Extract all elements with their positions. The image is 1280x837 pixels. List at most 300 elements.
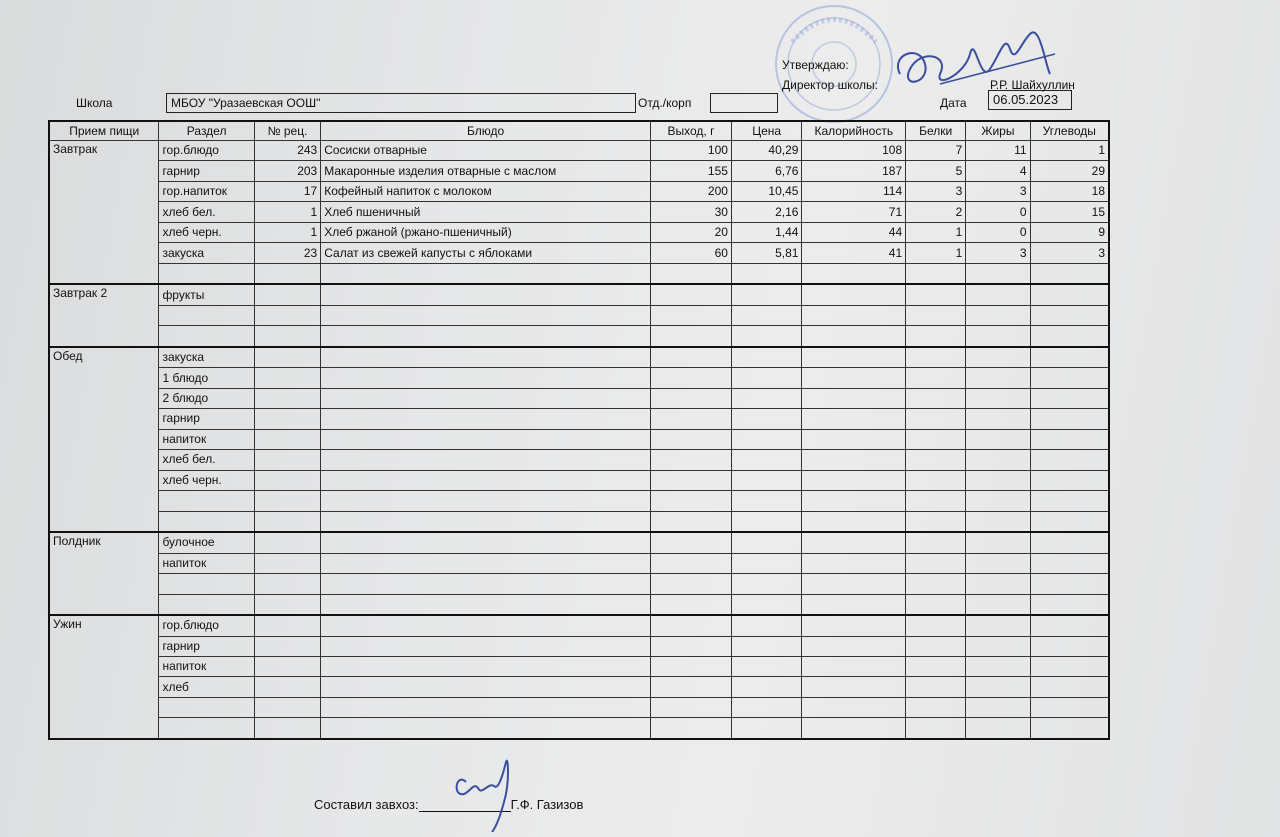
- cell-section: хлеб: [159, 677, 254, 697]
- cell-price: [731, 718, 802, 739]
- cell-recipe: [254, 636, 320, 656]
- cell-dish: [321, 388, 651, 408]
- table-row: [49, 615, 1109, 636]
- cell-kcal: 41: [802, 243, 906, 263]
- cell-dish: [321, 532, 651, 553]
- cell-section: [159, 263, 254, 284]
- cell-recipe: [254, 511, 320, 532]
- cell-protein: [906, 368, 966, 388]
- date-label: Дата: [940, 96, 967, 110]
- cell-price: [731, 450, 802, 470]
- school-label: Школа: [76, 96, 113, 110]
- cell-price: [731, 326, 802, 347]
- cell-fat: [966, 553, 1030, 573]
- cell-yield: [651, 368, 732, 388]
- cell-price: 5,81: [731, 243, 802, 263]
- cell-carbs: [1030, 532, 1109, 553]
- cell-recipe: 203: [254, 161, 320, 181]
- cell-recipe: 1: [254, 202, 320, 222]
- cell-kcal: 108: [802, 141, 906, 161]
- cell-recipe: [254, 615, 320, 636]
- cell-recipe: [254, 409, 320, 429]
- cell-fat: [966, 429, 1030, 449]
- cell-yield: 30: [651, 202, 732, 222]
- cell-section: гор.напиток: [159, 181, 254, 201]
- cell-yield: [651, 532, 732, 553]
- cell-section: гарнир: [159, 161, 254, 181]
- table-row: [49, 263, 1109, 284]
- cell-price: [731, 347, 802, 368]
- cell-section: булочное: [159, 532, 254, 553]
- cell-section: напиток: [159, 656, 254, 676]
- cell-kcal: [802, 326, 906, 347]
- cell-yield: 155: [651, 161, 732, 181]
- cell-recipe: [254, 491, 320, 511]
- cell-protein: [906, 347, 966, 368]
- cell-section: [159, 697, 254, 717]
- cell-yield: [651, 594, 732, 615]
- dept-label: Отд./корп: [638, 96, 692, 110]
- cell-fat: [966, 326, 1030, 347]
- cell-kcal: [802, 677, 906, 697]
- cell-yield: [651, 284, 732, 305]
- cell-yield: [651, 574, 732, 594]
- cell-fat: 3: [966, 243, 1030, 263]
- cell-carbs: [1030, 368, 1109, 388]
- cell-protein: [906, 263, 966, 284]
- cell-price: 1,44: [731, 222, 802, 242]
- table-row: [49, 368, 1109, 388]
- cell-carbs: [1030, 326, 1109, 347]
- cell-section: хлеб черн.: [159, 222, 254, 242]
- cell-protein: [906, 470, 966, 490]
- cell-price: [731, 656, 802, 676]
- cell-yield: 100: [651, 141, 732, 161]
- table-row: [49, 141, 1109, 161]
- cell-dish: [321, 347, 651, 368]
- cell-recipe: [254, 677, 320, 697]
- cell-protein: [906, 388, 966, 408]
- cell-recipe: [254, 347, 320, 368]
- cell-fat: 0: [966, 202, 1030, 222]
- table-row: [49, 636, 1109, 656]
- cell-kcal: 114: [802, 181, 906, 201]
- cell-recipe: [254, 574, 320, 594]
- cell-kcal: [802, 511, 906, 532]
- footer-label: Составил завхоз:: [314, 797, 419, 812]
- cell-fat: [966, 409, 1030, 429]
- column-header: Цена: [731, 121, 802, 141]
- meal-name: Завтрак 2: [49, 284, 159, 346]
- cell-kcal: [802, 656, 906, 676]
- table-row: [49, 470, 1109, 490]
- cell-carbs: [1030, 470, 1109, 490]
- cell-protein: [906, 718, 966, 739]
- cell-recipe: [254, 697, 320, 717]
- cell-yield: [651, 677, 732, 697]
- cell-kcal: [802, 553, 906, 573]
- cell-dish: [321, 263, 651, 284]
- cell-dish: [321, 368, 651, 388]
- cell-fat: 3: [966, 181, 1030, 201]
- cell-price: 6,76: [731, 161, 802, 181]
- table-header-row: [49, 121, 1109, 141]
- cell-protein: 1: [906, 222, 966, 242]
- cell-protein: [906, 636, 966, 656]
- cell-carbs: [1030, 656, 1109, 676]
- column-header: Жиры: [966, 121, 1030, 141]
- cell-price: 2,16: [731, 202, 802, 222]
- cell-fat: [966, 347, 1030, 368]
- cell-kcal: [802, 409, 906, 429]
- cell-recipe: 1: [254, 222, 320, 242]
- cell-price: [731, 636, 802, 656]
- cell-carbs: 18: [1030, 181, 1109, 201]
- cell-section: напиток: [159, 429, 254, 449]
- dept-field[interactable]: [710, 93, 778, 113]
- storekeeper-signature-icon: [448, 752, 528, 832]
- cell-protein: [906, 553, 966, 573]
- cell-kcal: 187: [802, 161, 906, 181]
- cell-carbs: [1030, 553, 1109, 573]
- cell-carbs: [1030, 305, 1109, 325]
- cell-fat: [966, 388, 1030, 408]
- table-row: [49, 656, 1109, 676]
- cell-carbs: [1030, 429, 1109, 449]
- cell-dish: [321, 553, 651, 573]
- cell-section: гор.блюдо: [159, 615, 254, 636]
- cell-recipe: [254, 305, 320, 325]
- cell-price: [731, 409, 802, 429]
- cell-yield: [651, 429, 732, 449]
- cell-dish: [321, 305, 651, 325]
- cell-yield: [651, 553, 732, 573]
- cell-price: 10,45: [731, 181, 802, 201]
- cell-kcal: 44: [802, 222, 906, 242]
- cell-fat: [966, 470, 1030, 490]
- cell-fat: [966, 284, 1030, 305]
- cell-carbs: 3: [1030, 243, 1109, 263]
- cell-recipe: [254, 368, 320, 388]
- cell-kcal: [802, 470, 906, 490]
- cell-yield: [651, 347, 732, 368]
- cell-dish: [321, 718, 651, 739]
- cell-recipe: [254, 718, 320, 739]
- cell-carbs: [1030, 511, 1109, 532]
- cell-yield: [651, 697, 732, 717]
- cell-price: [731, 615, 802, 636]
- column-header: № рец.: [254, 121, 320, 141]
- director-name: Р.Р. Шайхуллин: [990, 78, 1075, 92]
- meal-name: Полдник: [49, 532, 159, 615]
- cell-price: [731, 677, 802, 697]
- cell-carbs: [1030, 409, 1109, 429]
- cell-carbs: 1: [1030, 141, 1109, 161]
- cell-yield: [651, 388, 732, 408]
- cell-carbs: [1030, 615, 1109, 636]
- cell-recipe: 17: [254, 181, 320, 201]
- cell-recipe: [254, 388, 320, 408]
- cell-yield: [651, 615, 732, 636]
- cell-carbs: [1030, 697, 1109, 717]
- cell-yield: [651, 491, 732, 511]
- cell-kcal: [802, 594, 906, 615]
- cell-section: хлеб бел.: [159, 202, 254, 222]
- cell-dish: Сосиски отварные: [321, 141, 651, 161]
- cell-carbs: 15: [1030, 202, 1109, 222]
- meal-name: Завтрак: [49, 141, 159, 285]
- cell-carbs: [1030, 636, 1109, 656]
- cell-section: гарнир: [159, 409, 254, 429]
- school-field[interactable]: МБОУ "Уразаевская ООШ": [166, 93, 636, 113]
- cell-kcal: [802, 347, 906, 368]
- cell-section: [159, 326, 254, 347]
- cell-recipe: 243: [254, 141, 320, 161]
- cell-section: [159, 594, 254, 615]
- cell-dish: [321, 429, 651, 449]
- table-row: [49, 409, 1109, 429]
- cell-yield: [651, 656, 732, 676]
- cell-price: [731, 388, 802, 408]
- cell-fat: [966, 636, 1030, 656]
- cell-recipe: [254, 450, 320, 470]
- cell-dish: [321, 409, 651, 429]
- cell-carbs: 29: [1030, 161, 1109, 181]
- cell-protein: [906, 677, 966, 697]
- table-row: [49, 305, 1109, 325]
- table-row: [49, 222, 1109, 242]
- cell-price: [731, 470, 802, 490]
- cell-protein: [906, 594, 966, 615]
- cell-section: фрукты: [159, 284, 254, 305]
- cell-fat: [966, 594, 1030, 615]
- cell-fat: [966, 368, 1030, 388]
- cell-section: [159, 718, 254, 739]
- cell-kcal: [802, 305, 906, 325]
- cell-carbs: [1030, 491, 1109, 511]
- cell-dish: Хлеб пшеничный: [321, 202, 651, 222]
- cell-carbs: [1030, 574, 1109, 594]
- column-header: Калорийность: [802, 121, 906, 141]
- table-row: [49, 491, 1109, 511]
- cell-fat: [966, 491, 1030, 511]
- cell-protein: [906, 450, 966, 470]
- cell-dish: [321, 284, 651, 305]
- cell-fat: 0: [966, 222, 1030, 242]
- cell-kcal: 71: [802, 202, 906, 222]
- cell-kcal: [802, 615, 906, 636]
- cell-recipe: [254, 532, 320, 553]
- cell-fat: [966, 615, 1030, 636]
- cell-price: [731, 305, 802, 325]
- cell-yield: [651, 305, 732, 325]
- cell-dish: [321, 656, 651, 676]
- director-label: Директор школы:: [782, 78, 878, 92]
- cell-price: [731, 553, 802, 573]
- cell-kcal: [802, 718, 906, 739]
- cell-recipe: [254, 553, 320, 573]
- cell-price: [731, 284, 802, 305]
- table-row: [49, 718, 1109, 739]
- cell-protein: [906, 615, 966, 636]
- cell-section: [159, 491, 254, 511]
- cell-recipe: [254, 594, 320, 615]
- cell-price: 40,29: [731, 141, 802, 161]
- cell-kcal: [802, 429, 906, 449]
- cell-kcal: [802, 697, 906, 717]
- approval-label: Утверждаю:: [782, 58, 849, 72]
- cell-kcal: [802, 532, 906, 553]
- cell-dish: [321, 470, 651, 490]
- cell-protein: [906, 326, 966, 347]
- cell-recipe: [254, 284, 320, 305]
- cell-fat: [966, 574, 1030, 594]
- cell-section: гарнир: [159, 636, 254, 656]
- cell-protein: [906, 305, 966, 325]
- cell-yield: [651, 511, 732, 532]
- cell-yield: 20: [651, 222, 732, 242]
- cell-fat: [966, 511, 1030, 532]
- cell-kcal: [802, 491, 906, 511]
- cell-dish: [321, 511, 651, 532]
- cell-fat: [966, 263, 1030, 284]
- cell-protein: [906, 429, 966, 449]
- cell-price: [731, 697, 802, 717]
- table-row: [49, 181, 1109, 201]
- cell-price: [731, 574, 802, 594]
- table-row: [49, 553, 1109, 573]
- cell-kcal: [802, 263, 906, 284]
- table-row: [49, 347, 1109, 368]
- cell-protein: [906, 574, 966, 594]
- cell-carbs: [1030, 677, 1109, 697]
- column-header: Выход, г: [651, 121, 732, 141]
- table-row: [49, 161, 1109, 181]
- cell-dish: Кофейный напиток с молоком: [321, 181, 651, 201]
- cell-yield: [651, 450, 732, 470]
- table-row: [49, 511, 1109, 532]
- cell-price: [731, 429, 802, 449]
- cell-kcal: [802, 388, 906, 408]
- cell-price: [731, 491, 802, 511]
- table-row: [49, 532, 1109, 553]
- cell-dish: [321, 636, 651, 656]
- cell-fat: 11: [966, 141, 1030, 161]
- cell-yield: [651, 636, 732, 656]
- cell-section: [159, 511, 254, 532]
- meal-name: Обед: [49, 347, 159, 532]
- cell-fat: [966, 656, 1030, 676]
- cell-recipe: [254, 429, 320, 449]
- cell-kcal: [802, 636, 906, 656]
- cell-protein: 1: [906, 243, 966, 263]
- table-row: [49, 243, 1109, 263]
- cell-recipe: [254, 656, 320, 676]
- cell-section: хлеб бел.: [159, 450, 254, 470]
- cell-yield: [651, 263, 732, 284]
- cell-section: [159, 574, 254, 594]
- cell-recipe: [254, 326, 320, 347]
- cell-section: закуска: [159, 243, 254, 263]
- cell-section: 1 блюдо: [159, 368, 254, 388]
- cell-dish: Салат из свежей капусты с яблоками: [321, 243, 651, 263]
- table-row: [49, 284, 1109, 305]
- cell-section: 2 блюдо: [159, 388, 254, 408]
- cell-kcal: [802, 368, 906, 388]
- table-row: [49, 697, 1109, 717]
- cell-kcal: [802, 450, 906, 470]
- cell-dish: [321, 615, 651, 636]
- cell-fat: [966, 450, 1030, 470]
- table-row: [49, 594, 1109, 615]
- table-row: [49, 574, 1109, 594]
- column-header: Блюдо: [321, 121, 651, 141]
- cell-recipe: 23: [254, 243, 320, 263]
- cell-protein: [906, 511, 966, 532]
- cell-dish: [321, 326, 651, 347]
- cell-protein: 2: [906, 202, 966, 222]
- cell-protein: [906, 656, 966, 676]
- cell-dish: [321, 574, 651, 594]
- cell-section: закуска: [159, 347, 254, 368]
- cell-protein: 5: [906, 161, 966, 181]
- cell-carbs: [1030, 450, 1109, 470]
- cell-yield: [651, 326, 732, 347]
- cell-dish: [321, 491, 651, 511]
- cell-yield: 200: [651, 181, 732, 201]
- table-row: [49, 388, 1109, 408]
- table-row: [49, 202, 1109, 222]
- cell-dish: [321, 594, 651, 615]
- table-row: [49, 450, 1109, 470]
- cell-price: [731, 511, 802, 532]
- cell-fat: [966, 532, 1030, 553]
- cell-fat: 4: [966, 161, 1030, 181]
- cell-fat: [966, 697, 1030, 717]
- meal-name: Ужин: [49, 615, 159, 739]
- cell-fat: [966, 677, 1030, 697]
- cell-section: хлеб черн.: [159, 470, 254, 490]
- cell-section: гор.блюдо: [159, 141, 254, 161]
- cell-fat: [966, 305, 1030, 325]
- storekeeper-name: Г.Ф. Газизов: [510, 797, 584, 812]
- cell-carbs: [1030, 718, 1109, 739]
- cell-recipe: [254, 470, 320, 490]
- cell-dish: Макаронные изделия отварные с маслом: [321, 161, 651, 181]
- cell-price: [731, 368, 802, 388]
- cell-carbs: [1030, 388, 1109, 408]
- cell-kcal: [802, 284, 906, 305]
- cell-protein: [906, 409, 966, 429]
- cell-protein: [906, 697, 966, 717]
- cell-price: [731, 263, 802, 284]
- cell-carbs: [1030, 347, 1109, 368]
- cell-dish: Хлеб ржаной (ржано-пшеничный): [321, 222, 651, 242]
- date-field[interactable]: 06.05.2023: [988, 90, 1072, 110]
- cell-carbs: [1030, 594, 1109, 615]
- cell-protein: [906, 284, 966, 305]
- table-row: [49, 429, 1109, 449]
- cell-fat: [966, 718, 1030, 739]
- cell-dish: [321, 697, 651, 717]
- cell-recipe: [254, 263, 320, 284]
- cell-protein: 3: [906, 181, 966, 201]
- column-header: Белки: [906, 121, 966, 141]
- cell-yield: 60: [651, 243, 732, 263]
- column-header: Раздел: [159, 121, 254, 141]
- cell-carbs: [1030, 263, 1109, 284]
- cell-dish: [321, 677, 651, 697]
